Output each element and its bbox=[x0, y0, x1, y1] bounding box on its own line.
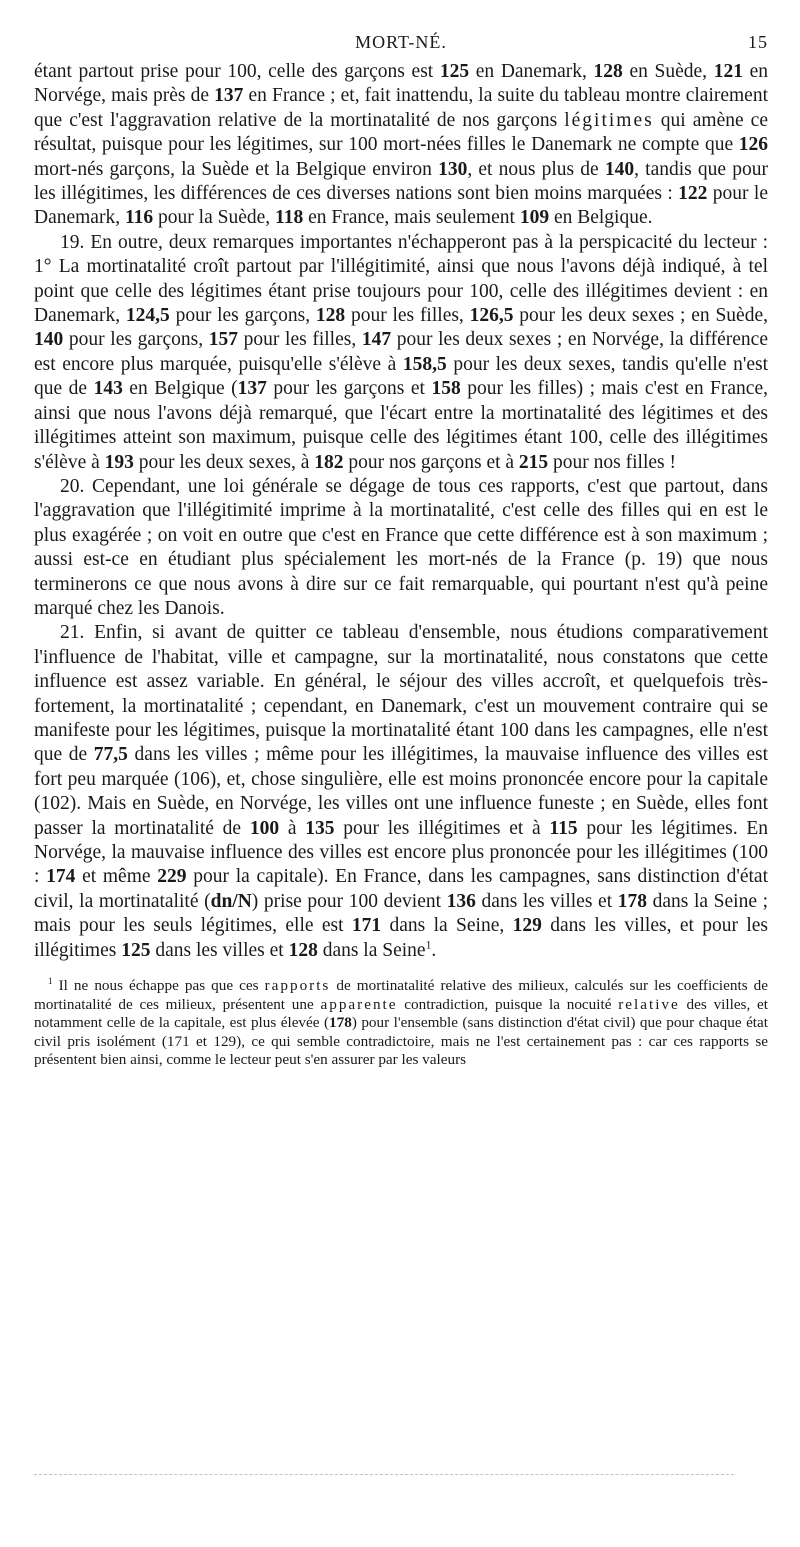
bold-figure: 125 bbox=[121, 939, 151, 961]
text-run: ) pour l'ensemble (sans distinction d'état civil) que pour chaque état civil pris isolément (171 et 129), ce qui semble contradictoire, mais ne l'est certainement pas : car ces rapports se présentent bien ainsi, comme le lecteur peut s'en assurer par les valeurs bbox=[34, 1014, 768, 1069]
text-run: des villes, et notamment celle de la capitale, est plus élevée ( bbox=[34, 995, 769, 1032]
bold-figure: 137 bbox=[214, 85, 244, 107]
bold-figure: 215 bbox=[518, 451, 549, 473]
text-run: dans la Seine ; mais pour les seuls légitimes, elle est bbox=[34, 890, 769, 937]
bold-figure: 128 bbox=[593, 61, 623, 82]
text-run: en Belgique. bbox=[549, 207, 653, 229]
paragraph bbox=[34, 231, 768, 475]
text-run: Il ne nous échappe pas que ces bbox=[52, 977, 265, 995]
page bbox=[34, 26, 768, 1070]
text-run: pour les illégitimes et à bbox=[334, 817, 550, 839]
bold-figure: 128 bbox=[288, 939, 318, 961]
text-run: mort-nés garçons, la Suède et la Belgique environ bbox=[34, 158, 439, 180]
bold-figure: 137 bbox=[237, 378, 267, 400]
spaced-word: apparente bbox=[320, 995, 398, 1013]
bold-figure: 157 bbox=[208, 329, 238, 351]
text-run: pour les deux sexes, à bbox=[133, 451, 315, 473]
running-header bbox=[34, 26, 768, 60]
text-run: pour les filles) ; mais c'est en France, ainsi que nous l'avons déjà remarqué, que l'écart entre la mortinatalité des légitimes et des illégitimes atteint son maximum, puisque celle des légitimes étant 100, celle des illégitimes s'élève à bbox=[34, 378, 768, 473]
text-run: pour nos filles ! bbox=[548, 451, 676, 473]
text-run: pour les garçons et bbox=[266, 378, 432, 400]
text-run: pour les deux sexes, tandis qu'elle n'est que de bbox=[34, 353, 768, 400]
text-run: pour nos garçons et à bbox=[343, 451, 519, 473]
bold-figure: 121 bbox=[713, 61, 743, 82]
text-run: pour la capitale). En France, dans les campagnes, sans distinction d'état civil, la mortinatalité ( bbox=[34, 866, 769, 912]
bold-figure: 124,5 bbox=[125, 305, 170, 327]
bold-figure: 126 bbox=[738, 134, 768, 156]
bold-figure: 178 bbox=[329, 1014, 352, 1032]
text-run: pour les garçons, bbox=[63, 329, 209, 351]
bold-figure: 229 bbox=[157, 866, 187, 888]
bottom-rule bbox=[34, 1474, 734, 1475]
text-run: en France ; et, fait inattendu, la suite du tableau montre clairement que c'est l'aggravation relative de la mortinatalité de nos garçons bbox=[34, 85, 769, 131]
text-run: 19. En outre, deux remarques importantes n'échapperont pas à la perspicacité du lecteur : 1° La mortinatalité croît partout par l'illégitimité, ainsi que nous l'avons déjà indiqué, à tel point que celle des légitimes étant prise toujours pour 100, celle des illégitimes devient : en Danemark, bbox=[34, 231, 768, 327]
bold-figure: 109 bbox=[519, 207, 550, 229]
text-run: pour les filles, bbox=[238, 329, 362, 351]
footnote-marker: 1 bbox=[48, 975, 53, 986]
bold-figure: 140 bbox=[34, 329, 64, 351]
text-run: contradiction, puisque la nocuité bbox=[397, 995, 619, 1013]
paragraph bbox=[34, 621, 768, 963]
text-run: 20. Cependant, une loi générale se dégage de tous ces rapports, c'est que partout, dans l'aggravation que l'illégitimité imprime à la mortinatalité, c'est celle des filles qui en est le plus exagérée ; on voit en outre que c'est en France que cette différence est à son maximum ; aussi est-ce en étudiant plus spécialement les mort-nés de la France (p. 19) que nous terminerons ce que nous avons à dire sur ce fait remarquable, qui pourtant n'est qu'à peine marqué chez les Danois. bbox=[34, 475, 768, 619]
spaced-word: rapports bbox=[264, 977, 331, 995]
bold-figure: 143 bbox=[93, 378, 123, 400]
text-run: en Danemark, bbox=[469, 61, 594, 82]
paragraph bbox=[34, 475, 768, 621]
bold-figure: 171 bbox=[351, 915, 382, 937]
text-run: pour la Suède, bbox=[153, 207, 276, 229]
text-run: dans les villes, et pour les illégitimes bbox=[34, 915, 769, 961]
bold-figure: 174 bbox=[46, 866, 76, 888]
text-run: et même bbox=[75, 866, 158, 888]
text-run: en Suède, bbox=[622, 61, 714, 82]
text-run: pour les légitimes. En Norvége, la mauvaise influence des villes est encore plus prononcée pour les illégitimes (100 : bbox=[34, 817, 768, 888]
bold-figure: 115 bbox=[549, 817, 578, 839]
bold-figure: 100 bbox=[249, 817, 280, 839]
bold-figure: dn/N bbox=[210, 890, 252, 912]
text-run: . bbox=[431, 939, 437, 961]
paragraph bbox=[34, 60, 768, 231]
text-run: dans la Seine bbox=[317, 939, 426, 961]
text-run: en Norvége, mais près de bbox=[34, 61, 768, 107]
text-run: pour les deux sexes ; en Suède, bbox=[513, 305, 768, 327]
text-run: dans les villes et bbox=[475, 890, 618, 912]
bold-figure: 147 bbox=[361, 329, 392, 351]
text-run: à bbox=[279, 817, 306, 839]
text-run: dans la Seine, bbox=[381, 915, 513, 937]
text-run: en France, mais seulement bbox=[303, 207, 520, 229]
bold-figure: 128 bbox=[315, 305, 346, 327]
bold-figure: 118 bbox=[275, 207, 304, 229]
text-run: ) prise pour 100 devient bbox=[251, 890, 447, 912]
text-run: pour les deux sexes ; en Norvége, la différence est encore plus marquée, puisqu'elle s'élève à bbox=[34, 329, 768, 375]
bold-figure: 136 bbox=[446, 890, 476, 912]
bold-figure: 158 bbox=[431, 378, 461, 400]
bold-figure: 126,5 bbox=[469, 305, 514, 327]
running-title: MORT-NÉ. bbox=[355, 32, 447, 52]
bold-figure: 130 bbox=[438, 158, 468, 180]
footnote-marker: 1 bbox=[425, 938, 432, 952]
text-run: dans les villes ; même pour les illégitimes, la mauvaise influence des villes est fort peu marquée (106), et, chose singulière, elle est moins prononcée encore pour la capitale (102). Mais en Suède, en Norvége, les villes ont une influence funeste ; en Suède, elles font passer la mortinatalité de bbox=[34, 744, 768, 839]
footnotes bbox=[34, 977, 768, 1070]
bold-figure: 193 bbox=[104, 451, 134, 473]
text-run: 21. Enfin, si avant de quitter ce tableau d'ensemble, nous étudions comparativement l'influence de l'habitat, ville et campagne, sur la mortinatalité, nous constatons que cette influence est assez variable. En général, le séjour des villes accroît, et quelquefois très-fortement, la mortinatalité ; cependant, en Danemark, c'est un mouvement contraire qui se manifeste pour les légitimes, puisque la mortinatalité étant 100 dans les campagnes, elle n'est que de bbox=[34, 622, 768, 766]
bold-figure: 116 bbox=[124, 207, 154, 229]
page-number: 15 bbox=[748, 32, 768, 52]
bold-figure: 77,5 bbox=[93, 744, 128, 766]
bold-figure: 122 bbox=[678, 183, 708, 205]
footnote bbox=[34, 977, 768, 1070]
spaced-word: légitimes bbox=[564, 109, 654, 131]
text-run: pour les filles, bbox=[345, 305, 470, 327]
bold-figure: 129 bbox=[512, 915, 542, 937]
spaced-word: relative bbox=[618, 995, 680, 1013]
bold-figure: 182 bbox=[314, 451, 344, 473]
text-run: étant partout prise pour 100, celle des garçons est bbox=[34, 61, 440, 82]
text-run: , et nous plus de bbox=[467, 158, 605, 180]
text-run: en Belgique ( bbox=[122, 378, 238, 400]
body-text bbox=[34, 60, 768, 963]
text-run: pour le Danemark, bbox=[34, 183, 768, 229]
text-run: de mortinatalité relative des milieux, calculés sur les coefficients de mortinatalité de ces milieux, présentent une bbox=[34, 977, 768, 1013]
text-run: dans les villes et bbox=[150, 939, 289, 961]
bold-figure: 140 bbox=[604, 158, 635, 180]
bold-figure: 158,5 bbox=[402, 353, 447, 375]
text-run: qui amène ce résultat, puisque pour les légitimes, sur 100 mort-nées filles le Danemark ne compte que bbox=[34, 109, 768, 156]
bold-figure: 135 bbox=[305, 817, 335, 839]
bold-figure: 125 bbox=[439, 61, 470, 82]
text-run: pour les garçons, bbox=[169, 305, 316, 327]
text-run: , tandis que pour les illégitimes, les différences de ces diverses nations sont bien moins marquées : bbox=[34, 158, 768, 205]
bold-figure: 178 bbox=[617, 890, 647, 912]
